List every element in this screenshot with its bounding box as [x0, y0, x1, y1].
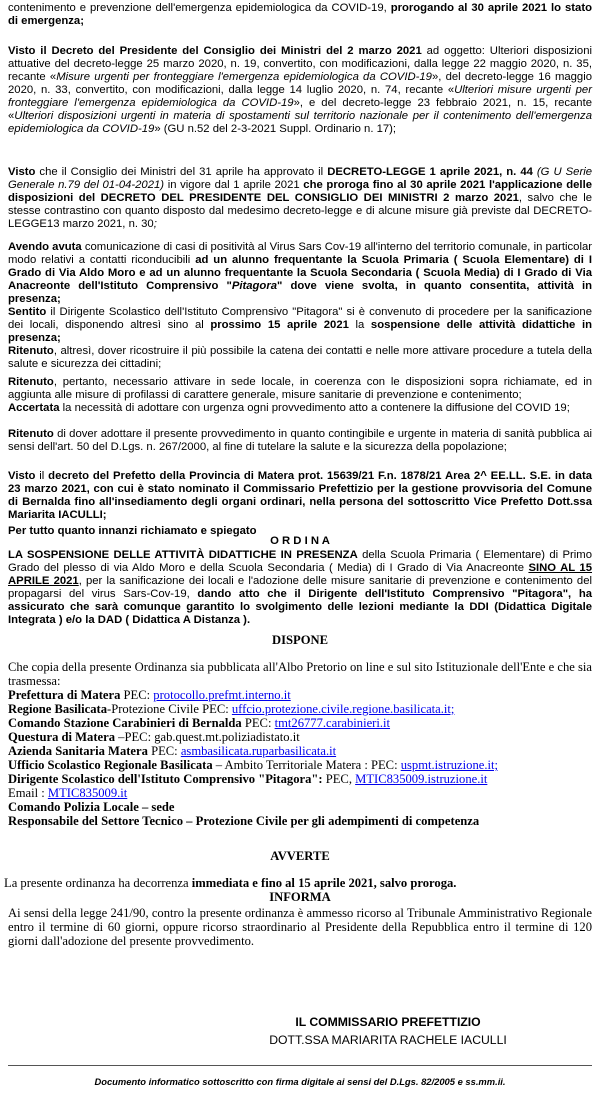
text-bold-underline: SINO AL 15 APRILE 2021: [8, 562, 592, 587]
recipient-usr: [8, 758, 592, 772]
text-bold: ad un alunno frequentante la Scuola Primaria ( Scuola Elementare) di I Grado di Via Aldo Moro e ad un alunno frequentante la Scuola Secondaria ( Scuola Media) di I Grado di Via Anacreonte dell'Istituto Comprensivo ": [8, 254, 592, 292]
intro-paragraph: [8, 2, 592, 28]
text-bold: Accertata: [8, 402, 60, 414]
recipient-regione: [8, 702, 592, 716]
text-bold: Visto il Decreto del Presidente del Consiglio dei Ministri del 2 marzo 2021: [8, 45, 422, 57]
text-bold: prorogando al 30 aprile 2021 lo stato di emergenza;: [8, 2, 593, 27]
pec-link-carabinieri[interactable]: tmt26777.carabinieri.it: [274, 716, 391, 730]
text-bold: INFORMA: [269, 890, 331, 904]
accertata-paragraph: [8, 402, 592, 415]
recipient-polizia-locale: [8, 800, 592, 814]
text-bold: Ritenuto: [8, 345, 54, 357]
text-bold: decreto del Prefetto della Provincia di Matera prot. 15639/21 F.n. 1878/21 Area 2^ EE.LL. S.E. in data 23 marzo 2021, con cui è stato nominato il Commissario Prefettizio per la gestione provvisoria del Comune di Bernalda fino all'insediamento degli organi ordinari, nella persona del sottoscritto Vice Prefetto Dott.ssa Mariarita IACULLI;: [8, 470, 592, 521]
text-italic: Ulteriori misure urgenti per fronteggiare l'emergenza epidemiologica da COVID-19: [8, 84, 592, 109]
text-bold: AVVERTE: [270, 849, 330, 863]
text-bold: Ritenuto: [8, 428, 54, 440]
text: , salvo che le stesse contrastino con quanto disposto dal medesimo decreto-legge e di alcune misure già previste dal DECRETO-LEGGE13 marzo 2021, n. 30: [8, 192, 592, 230]
pec-link-prefettura[interactable]: protocollo.prefmt.interno.it: [153, 688, 291, 702]
avendo-avuta-paragraph: [8, 241, 592, 306]
text-bold: Comando Polizia Locale – sede: [8, 800, 175, 814]
text-bold: Visto: [8, 166, 36, 178]
text-italic: ;: [153, 218, 157, 230]
text: -Protezione Civile PEC:: [107, 702, 232, 716]
text: in vigore dal 1 aprile 2021: [164, 179, 304, 191]
recipients-block: [8, 660, 592, 828]
text-bold: che proroga fino al 30 aprile 2021 l'applicazione delle disposizioni del DECRETO DEL PRESIDENTE DEL CONSIGLIO DEI MINISTRI 2 marzo 2021: [8, 179, 592, 204]
text: PEC,: [322, 772, 356, 786]
text: la necessità di adottare con urgenza ogni provvedimento atto a contenere la diffusione del COVID 19;: [59, 402, 570, 414]
text-bold: " dove viene svolta, in quanto consentita, attività in presenza;: [8, 280, 593, 305]
text: – Ambito Territoriale Matera : PEC:: [212, 758, 401, 772]
ritenuto-3-paragraph: [8, 428, 592, 454]
informa-paragraph: [8, 906, 592, 948]
pec-link-asm[interactable]: asmbasilicata.ruparbasilicata.it: [180, 744, 337, 758]
pec-link-regione[interactable]: uffcio.protezione.civile.regione.basilicata.it;: [231, 702, 455, 716]
recipient-dirigente: [8, 772, 592, 786]
text: , altresì, dover ricostruire il più possibile la catena dei contatti e nelle more attivare procedure a tutela della salute e sicurezza dei cittadini;: [8, 345, 592, 370]
text: Ai sensi della legge 241/90, contro la presente ordinanza è ammesso ricorso al Tribunale Amministrativo Regionale entro il termine di 60 giorni, oppure ricorso straordinario al Presidente della Repubblica entro il termine di 120 giorni dall'adozione del presente provvedimento.: [8, 906, 592, 948]
text: », e del decreto-legge 23 febbraio 2021, n. 15, recante «: [8, 97, 593, 122]
text-italic: Misure urgenti per fronteggiare l'emergenza epidemiologica da COVID-19: [56, 71, 432, 83]
text-bold: Visto: [8, 470, 36, 482]
text-italic: (G U Serie Generale n.79 del 01-04-2021): [8, 166, 592, 191]
text-bold: Prefettura di Matera: [8, 688, 121, 702]
recipient-prefettura: [8, 688, 592, 702]
signature-name: DOTT.SSA MARIARITA RACHELE IACULLI: [269, 1033, 507, 1047]
trasmessa-intro: Che copia della presente Ordinanza sia pubblicata all'Albo Pretorio on line e sul sito Istituzionale dell'Ente e che sia trasmessa:: [8, 660, 592, 688]
text-bold: Sentito: [8, 306, 47, 318]
recipient-email: [8, 786, 592, 800]
text: La presente ordinanza ha decorrenza: [4, 876, 192, 890]
text: che il Consiglio dei Ministri del 31 aprile ha approvato il: [35, 166, 328, 178]
ritenuto-1-paragraph: [8, 345, 592, 371]
text: PEC:: [120, 688, 154, 702]
text: , per la sanificazione dei locali e l'adozione delle misure sanitarie di prevenzione e contenimento del propagarsi del virus Sars-Cov-19,: [8, 575, 592, 600]
decorrenza-line: [4, 876, 588, 890]
text: PEC:: [241, 716, 275, 730]
text-bold: O R D I N A: [270, 535, 330, 547]
text: », del decreto-legge 16 maggio 2020, n. 33, convertito, con modificazioni, dalla legge 14 luglio 2020, n. 74, recante «: [8, 71, 592, 96]
text: della Scuola Primaria ( Elementare) di Primo Grado del plesso di via Aldo Moro e della Scuola Secondaria ( Media) di I Grado di Via Anacreonte: [8, 549, 592, 574]
recipient-questura: [8, 730, 592, 744]
text-bold: Avendo avuta: [8, 241, 82, 253]
text-bold: Questura di Matera: [8, 730, 116, 744]
pec-link-usr[interactable]: uspmt.istruzione.it;: [400, 758, 498, 772]
text-bold: Ritenuto: [8, 376, 54, 388]
footer-note: [8, 1076, 592, 1087]
ordina-heading: [8, 535, 592, 548]
text-bold: LA SOSPENSIONE DELLE ATTIVITÀ DIDATTICHE IN PRESENZA: [8, 549, 358, 561]
visto-prefetto-paragraph: [8, 470, 592, 522]
pec-link-dirigente[interactable]: MTIC835009.istruzione.it: [355, 772, 488, 786]
text-bold: Regione Basilicata: [8, 702, 107, 716]
text: comunicazione di casi di positività al Virus Sars Cov-19 all'interno del territorio comunale, in particolar modo relativi a contatti riconducibili: [8, 241, 592, 266]
text-bold: Azienda Sanitaria Matera: [8, 744, 148, 758]
ritenuto-2-paragraph: [8, 376, 592, 402]
text-bold: Dirigente Scolastico dell'Istituto Comprensivo "Pitagora":: [8, 772, 323, 786]
text-bold: immediata e fino al 15 aprile 2021, salvo proroga.: [191, 876, 457, 890]
recipient-asm: [8, 744, 592, 758]
text-bold: Comando Stazione Carabinieri di Bernalda: [8, 716, 242, 730]
text-bold: DECRETO-LEGGE 1 aprile 2021, n. 44: [327, 166, 533, 178]
text-bold-italic: Documento informatico sottoscritto con firma digitale ai sensi del D.Lgs. 82/2005 e ss.mm.ii.: [94, 1076, 506, 1087]
text-bold-italic: Pitagora: [231, 280, 278, 292]
text: , pertanto, necessario attivare in sede locale, in coerenza con le disposizioni sopra richiamate, ed in aggiunta alle misure di profilassi di carattere generale, misure sanitarie di prevenzione e contenimento;: [8, 376, 592, 401]
text: ad oggetto: Ulteriori disposizioni attuative del decreto-legge 25 marzo 2020, n. 19, convertito, con modificazioni, dalla legge 22 maggio 2020, n. 35, recante «: [8, 45, 592, 83]
text-italic: Ulteriori disposizioni urgenti in materia di spostamenti sul territorio nazionale per il contenimento dell'emergenza epidemiologica da COVID-19: [8, 110, 592, 135]
recipient-carabinieri: [8, 716, 592, 730]
signature-title: IL COMMISSARIO PREFETTIZIO: [295, 1015, 481, 1029]
dispone-heading: [8, 633, 592, 647]
text-bold: sospensione delle attività didattiche in presenza;: [8, 319, 592, 344]
text-bold: Ufficio Scolastico Regionale Basilicata: [8, 758, 213, 772]
text: di dover adottare il presente provvedimento in quanto contingibile e urgente in materia di sanità pubblica ai sensi dell'art. 50 del D.Lgs. n. 267/2000, al fine di tutelare la salute e la sicurezza della popolazione;: [8, 428, 592, 453]
text-bold: Per tutto quanto innanzi richiamato e spiegato: [8, 525, 257, 537]
text: » (GU n.52 del 2-3-2021 Suppl. Ordinario n. 17);: [154, 123, 397, 135]
text: il Dirigente Scolastico dell'Istituto Comprensivo "Pitagora" si è convenuto di procedere per la sanificazione dei locali, disponendo altresì sino al: [8, 306, 592, 331]
footer-divider: [8, 1065, 592, 1066]
text-bold: prossimo 15 aprile 2021: [210, 319, 349, 331]
avverte-heading: [8, 849, 592, 863]
text: la: [348, 319, 371, 331]
text: Email :: [8, 786, 48, 800]
informa-heading: [8, 890, 592, 904]
visto-dpcm-paragraph: [8, 45, 592, 136]
text-bold: dando atto che il Dirigente dell'Istituto Comprensivo "Pitagora", ha assicurato che sarà comunque garantito lo svolgimento delle lezioni mediante la DDI (Didattica Digitale Integrata ) e/o la DAD ( Didattica A Distanza ).: [8, 588, 593, 626]
text: PEC:: [147, 744, 181, 758]
recipient-settore-tecnico: [8, 814, 592, 828]
email-link[interactable]: MTIC835009.it: [47, 786, 128, 800]
text: contenimento e prevenzione dell'emergenza epidemiologica da COVID-19,: [8, 2, 391, 14]
text-bold: DISPONE: [272, 633, 328, 647]
visto-decreto-legge-paragraph: [8, 166, 592, 231]
text: –PEC: gab.quest.mt.poliziadistato.it: [115, 730, 300, 744]
sentito-paragraph: [8, 306, 592, 345]
ordina-paragraph: [8, 549, 592, 627]
text: il: [35, 470, 49, 482]
text-bold: Responsabile del Settore Tecnico – Protezione Civile per gli adempimenti di competenza: [8, 814, 480, 828]
signature-block: [248, 1013, 528, 1049]
